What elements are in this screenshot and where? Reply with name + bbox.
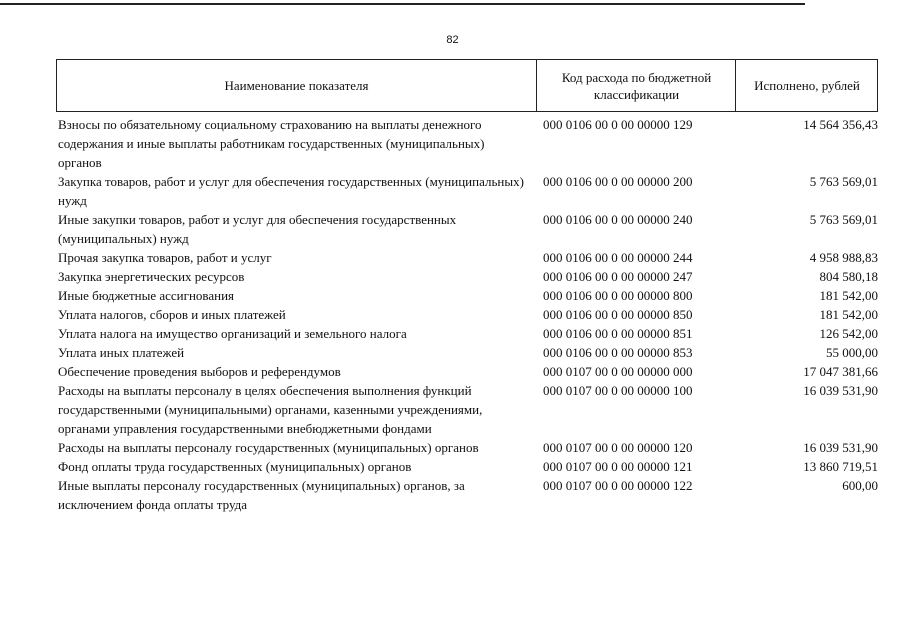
row-name: Уплата налогов, сборов и иных платежей	[58, 307, 286, 322]
row-code: 000 0106 00 0 00 00000 850	[543, 307, 693, 322]
header-code: Код расхода по бюджетной классификации	[536, 60, 736, 111]
table-row	[58, 115, 878, 172]
row-sum: 181 542,00	[819, 288, 878, 303]
row-sum: 16 039 531,90	[803, 440, 878, 455]
row-sum: 4 958 988,83	[809, 250, 878, 265]
row-name: Закупка энергетических ресурсов	[58, 269, 245, 284]
row-code: 000 0106 00 0 00 00000 247	[543, 269, 693, 284]
table-row	[58, 381, 878, 438]
table-row	[58, 210, 878, 248]
table-row	[58, 438, 878, 457]
row-code: 000 0106 00 0 00 00000 851	[543, 326, 693, 341]
top-rule	[0, 3, 805, 5]
row-name: Расходы на выплаты персоналу государственных (муниципальных) органов	[58, 440, 479, 455]
header-name: Наименование показателя	[224, 78, 369, 93]
row-sum: 804 580,18	[819, 269, 878, 284]
row-sum: 55 000,00	[826, 345, 878, 360]
table-header	[56, 59, 878, 112]
row-name: Обеспечение проведения выборов и референдумов	[58, 364, 341, 379]
row-name: Иные закупки товаров, работ и услуг для обеспечения государственных (муниципальных) нужд	[58, 212, 457, 246]
row-code: 000 0107 00 0 00 00000 121	[543, 459, 693, 474]
row-code: 000 0106 00 0 00 00000 800	[543, 288, 693, 303]
table-row	[58, 248, 878, 267]
table-row	[58, 476, 878, 514]
row-code: 000 0106 00 0 00 00000 200	[543, 174, 693, 189]
row-name: Расходы на выплаты персоналу в целях обеспечения выполнения функций государственными (муниципальными) органами, казенными учреждениями, органами управления государственными внебюджетными фондами	[58, 383, 483, 436]
row-name: Прочая закупка товаров, работ и услуг	[58, 250, 272, 265]
row-sum: 5 763 569,01	[809, 174, 878, 189]
table-body	[58, 115, 878, 514]
row-name: Уплата иных платежей	[58, 345, 185, 360]
row-code: 000 0106 00 0 00 00000 129	[543, 117, 693, 132]
row-sum: 14 564 356,43	[803, 117, 878, 132]
row-sum: 17 047 381,66	[803, 364, 878, 379]
table-row	[58, 343, 878, 362]
page-number: 82	[446, 34, 459, 46]
table-row	[58, 457, 878, 476]
row-name: Иные бюджетные ассигнования	[58, 288, 235, 303]
row-sum: 181 542,00	[819, 307, 878, 322]
row-code: 000 0106 00 0 00 00000 853	[543, 345, 693, 360]
row-name: Иные выплаты персоналу государственных (муниципальных) органов, за исключением фонда оплаты труда	[58, 478, 465, 512]
row-code: 000 0106 00 0 00 00000 240	[543, 212, 693, 227]
row-code: 000 0107 00 0 00 00000 100	[543, 383, 693, 398]
table-row	[58, 267, 878, 286]
table-row	[58, 286, 878, 305]
header-sum: Исполнено, рублей	[735, 60, 878, 111]
row-sum: 600,00	[842, 478, 878, 493]
row-code: 000 0107 00 0 00 00000 122	[543, 478, 693, 493]
row-code: 000 0106 00 0 00 00000 244	[543, 250, 693, 265]
row-code: 000 0107 00 0 00 00000 000	[543, 364, 693, 379]
row-sum: 126 542,00	[819, 326, 878, 341]
table-row	[58, 324, 878, 343]
row-sum: 5 763 569,01	[809, 212, 878, 227]
row-sum: 16 039 531,90	[803, 383, 878, 398]
table-row	[58, 172, 878, 210]
row-name: Взносы по обязательному социальному страхованию на выплаты денежного содержания и иные выплаты работникам государственных (муниципальных) органов	[58, 117, 485, 170]
row-code: 000 0107 00 0 00 00000 120	[543, 440, 693, 455]
row-name: Уплата налога на имущество организаций и земельного налога	[58, 326, 407, 341]
row-name: Фонд оплаты труда государственных (муниципальных) органов	[58, 459, 412, 474]
row-sum: 13 860 719,51	[803, 459, 878, 474]
row-name: Закупка товаров, работ и услуг для обеспечения государственных (муниципальных) нужд	[58, 174, 524, 208]
table-row	[58, 362, 878, 381]
table-row	[58, 305, 878, 324]
